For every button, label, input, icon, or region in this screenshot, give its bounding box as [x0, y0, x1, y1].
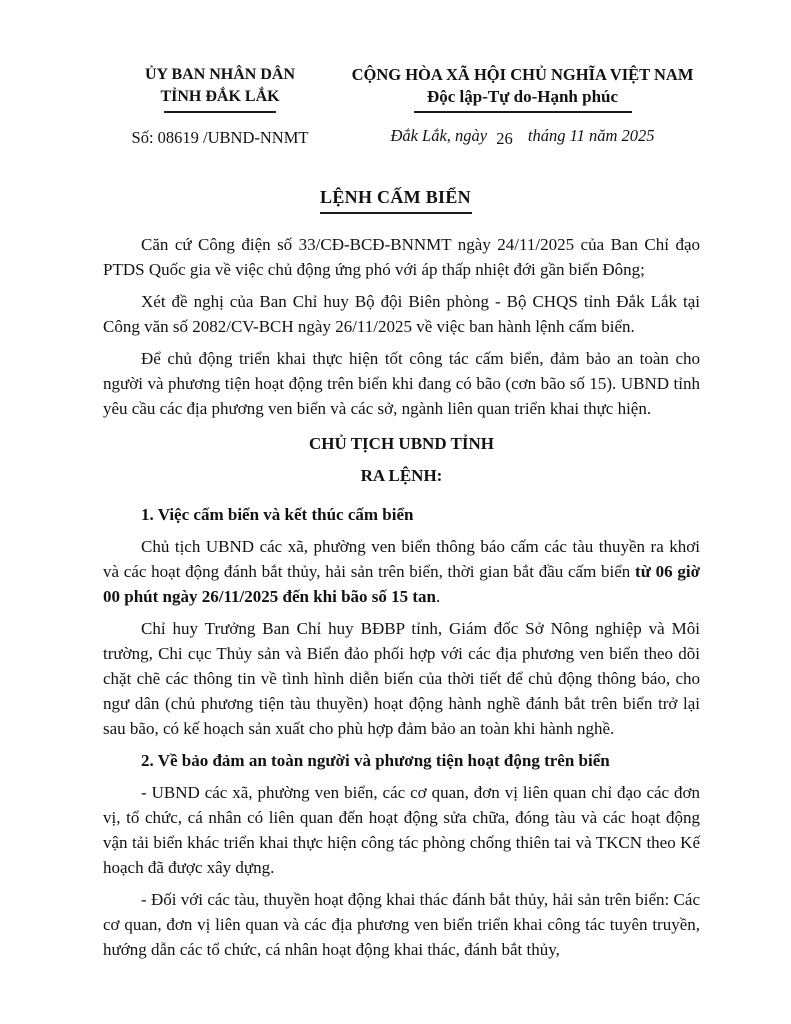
- issuing-authority-line1: ỦY BAN NHÂN DÂN: [144, 66, 296, 83]
- document-title-block: [0, 187, 791, 214]
- header-right-rule: [414, 111, 632, 113]
- date-day-filled: 26: [496, 129, 513, 148]
- section1-heading: 1. Việc cấm biển và kết thúc cấm biển: [141, 505, 414, 524]
- paragraph-can-cu: Căn cứ Công điện số 33/CĐ-BCĐ-BNNMT ngày 24/11/2025 của Ban Chỉ đạo PTDS Quốc gia về việc chủ động ứng phó với áp thấp nhiệt đới gần biển Đông;: [103, 235, 700, 279]
- paragraph-de-chu-dong: Để chủ động triển khai thực hiện tốt công tác cấm biển, đảm bảo an toàn cho người và phương tiện hoạt động trên biển khi đang có bão (cơn bão số 15). UBND tỉnh yêu cầu các địa phương ven biển và các sở, ngành liên quan triển khai thực hiện.: [103, 349, 700, 418]
- section2-paragraph2: - Đối với các tàu, thuyền hoạt động khai thác đánh bắt thủy, hải sản trên biển: Các cơ quan, đơn vị liên quan và các địa phương ven biển triển khai công tác tuyên truyền, hướng dẫn các tổ chức, cá nhân hoạt động khai thác, đánh bắt thủy,: [103, 890, 700, 959]
- heading-authority: CHỦ TỊCH UBND TỈNH: [309, 434, 494, 453]
- paragraph-xet-de-nghi: Xét đề nghị của Ban Chỉ huy Bộ đội Biên phòng - Bộ CHQS tỉnh Đắk Lắk tại Công văn số 2082/CV-BCH ngày 26/11/2025 về việc ban hành lệnh cấm biển.: [103, 292, 700, 336]
- header-left-rule: [164, 111, 276, 113]
- section1-paragraph1: [103, 534, 700, 609]
- section1-paragraph1-period: .: [436, 587, 441, 606]
- section1-paragraph2: Chỉ huy Trưởng Ban Chỉ huy BĐBP tỉnh, Giám đốc Sở Nông nghiệp và Môi trường, Chi cục Thủy sản và Biển đảo phối hợp với các địa phương ven biển theo dõi chặt chẽ các thông tin về tình hình diễn biến của thời tiết để chủ động thông báo, cho ngư dân (chủ phương tiện tàu thuyền) hoạt động hành nghề đánh bắt trên biển trở lại sau bão, có kế hoạch sản xuất cho phù hợp đảm bảo an toàn khi hành nghề.: [103, 619, 700, 738]
- national-title: CỘNG HÒA XÃ HỘI CHỦ NGHĨA VIỆT NAM: [351, 65, 694, 84]
- date-prefix: Đắk Lắk, ngày: [390, 126, 488, 145]
- heading-order: RA LỆNH:: [360, 466, 443, 485]
- date-line: [345, 126, 700, 146]
- document-title: LỆNH CẤM BIỂN: [320, 187, 471, 207]
- section2-heading: 2. Về bảo đảm an toàn người và phương tiện hoạt động trên biển: [141, 751, 610, 770]
- section1-paragraph1-bold: từ 06 giờ 00 phút ngày 26/11/2025 đến khi bão số 15 tan: [103, 562, 700, 606]
- issuing-authority-block: [95, 64, 345, 148]
- issuing-authority-line2: TỈNH ĐẮK LẮK: [160, 88, 280, 105]
- date-suffix: tháng 11 năm 2025: [527, 126, 655, 145]
- document-header: [0, 0, 791, 148]
- section1-paragraph1-text: Chủ tịch UBND các xã, phường ven biển thông báo cấm các tàu thuyền ra khơi và các hoạt động đánh bắt thủy, hải sản trên biển, thời gian bắt đầu cấm biển: [103, 537, 700, 581]
- national-motto-block: [345, 64, 700, 148]
- national-motto: Độc lập-Tự do-Hạnh phúc: [426, 87, 619, 106]
- document-body: [0, 214, 791, 962]
- document-number: Số: 08619 /UBND-NNMT: [131, 128, 309, 147]
- section2-paragraph1: - UBND các xã, phường ven biển, các cơ quan, đơn vị liên quan chỉ đạo các đơn vị, tổ chức, cá nhân có liên quan đến hoạt động sửa chữa, đóng tàu và các hoạt động vận tải biển khác triển khai thực hiện công tác phòng chống thiên tai và TKCN theo Kế hoạch đã được xây dựng.: [103, 783, 700, 877]
